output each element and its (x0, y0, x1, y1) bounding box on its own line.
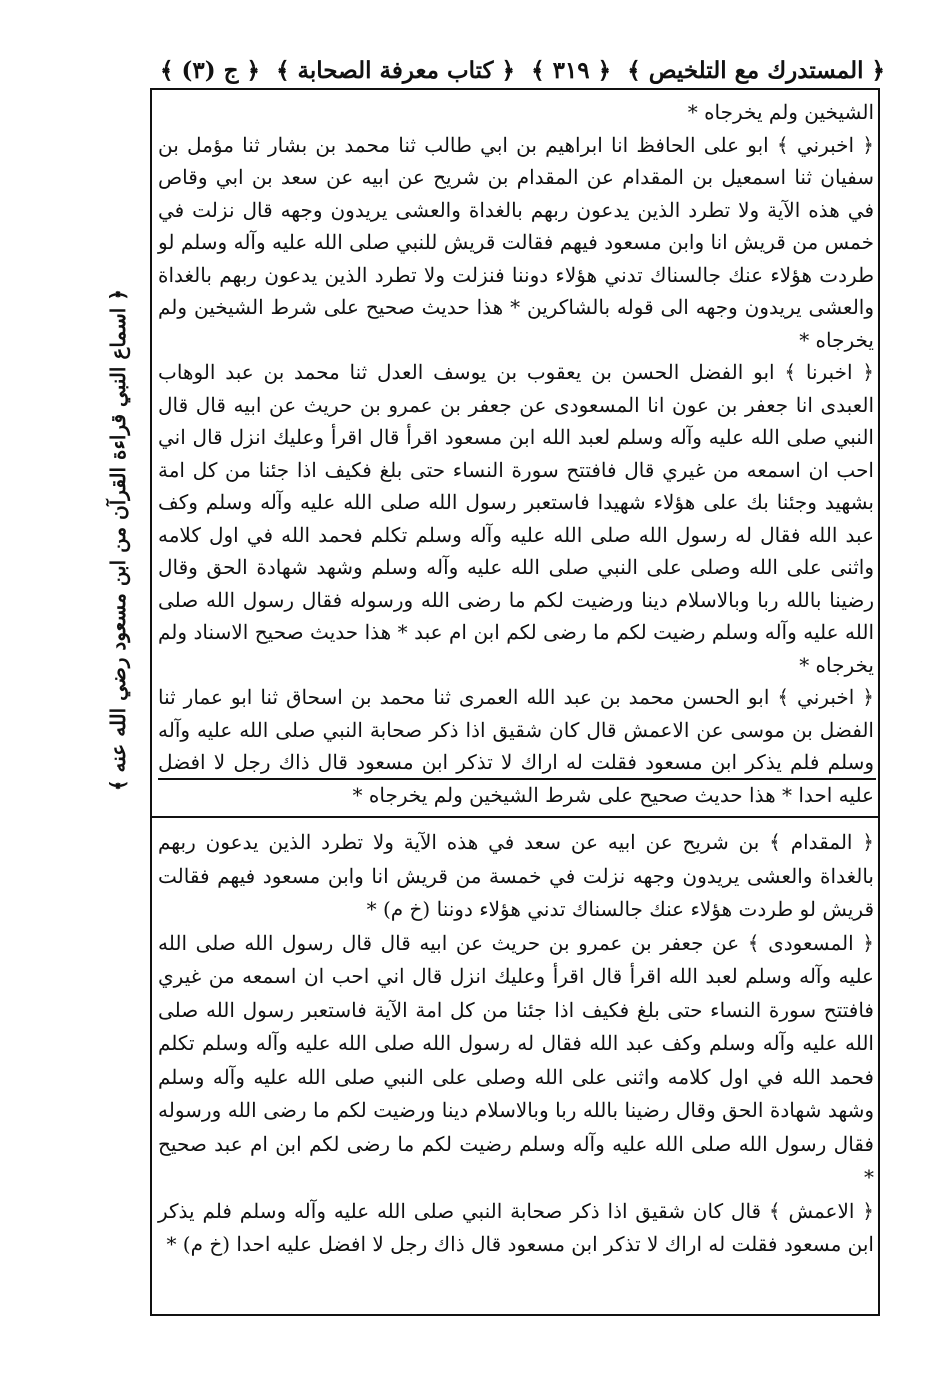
talkhis-text (158, 826, 874, 1262)
main-paragraph: ﴿ اخبرني ﴾ ابو على الحافظ انا ابراهيم بن ابي طالب ثنا محمد بن بشار ثنا مؤمل بن سفيان ثنا اسمعيل بن المقدام عن المقدام بن شريح عن ابيه عن سعد بن ابي وقاص في هذه الآية ولا تطرد الذين يدعون ربهم بالغداة والعشى يريدون وجهه قال نزلت في خمس من قريش انا وابن مسعود فيهم فقالت قريش للنبي صلى الله عليه وآله وسلم لو طردت هؤلاء عنك جالسناك تدني هؤلاء دوننا فنزلت ولا تطرد الذين يدعون ربهم بالغداة والعشى يريدون وجهه الى قوله بالشاكرين * هذا حديث صحيح على شرط الشيخين ولم يخرجاه * (158, 132, 874, 352)
page-number: ﴿ ٣١٩ ﴾ (531, 56, 612, 84)
chapter-title: ﴿ كتاب معرفة الصحابة ﴾ (276, 56, 515, 84)
main-text (158, 96, 874, 811)
summary-paragraph: ﴿ المقدام ﴾ بن شريح عن ابيه عن سعد في هذه الآية ولا تطرد الذين يدعون ربهم بالغداة والعشى يريدون وجهه نزلت في خمسة من قريش انا وابن مسعود فيهم فقالت قريش لو طردت هؤلاء عنك جالسناك تدني هؤلاء دوننا (خ م) * (158, 830, 874, 921)
main-paragraph: ﴿ اخبرنا ﴾ ابو الفضل الحسن بن يعقوب بن يوسف العدل ثنا محمد بن عبد الوهاب العبدى انا جعفر بن عون انا المسعودى عن جعفر بن عمرو بن حريث عن ابيه قال قال النبي صلى الله عليه وآله وسلم لعبد الله ابن مسعود اقرأ قال اقرأ وعليك انزل قال اني احب ان اسمعه من غيري قال فافتتح سورة النساء حتى بلغ فكيف اذا جئنا من كل امة بشهيد وجئنا بك على هؤلاء شهيدا فاستعبر رسول الله صلى الله عليه وآله وسلم وكف عبد الله فقال له رسول الله صلى الله عليه وآله وسلم تكلم فحمد الله في اول كلامه واثنى على الله وصلى على النبي صلى الله عليه وآله وسلم وشهد شهادة الحق وقال رضينا بالله ربا وبالاسلام دينا ورضيت لكم ما رضى الله ورسوله فقال رسول الله صلى الله عليه وآله وسلم رضيت لكم ما رضى لكم ابن ام عبد * هذا حديث صحيح الاسناد ولم يخرجاه * (158, 360, 874, 677)
underline-rule (158, 778, 876, 780)
margin-note-text: ﴿ اسماع النبي قراءة القرآن من ابن مسعود رضي الله عنه ﴾ (106, 288, 130, 792)
running-header (160, 52, 885, 88)
summary-paragraph: ﴿ المسعودى ﴾ عن جعفر بن عمرو بن حريث عن ابيه قال قال رسول الله صلى الله عليه وآله وسلم لعبد الله اقرأ قال اقرأ وعليك انزل قال اني احب ان اسمعه من غيري فافتتح سورة النساء حتى بلغ فكيف اذا جئنا من كل امة الآية فاستعبر رسول الله صلى الله عليه وآله وسلم وكف عبد الله فقال له رسول الله صلى الله عليه وآله وسلم تكلم فحمد الله في اول كلامه واثنى على الله وصلى على النبي صلى الله عليه وآله وسلم وشهد شهادة الحق وقال رضينا بالله ربا وبالاسلام دينا ورضيت لكم ما رضى الله ورسوله فقال رسول الله صلى الله عليه وآله وسلم رضيت لكم ما رضى لكم ابن ام عبد صحيح * (158, 930, 874, 1189)
margin-note (96, 288, 140, 792)
summary-paragraph: ﴿ الاعمش ﴾ قال كان شقيق اذا ذكر صحابة النبي صلى الله عليه وآله وسلم فلم يذكر ابن مسعود فقلت له اراك لا تذكر ابن مسعود قال ذاك رجل لا افضل عليه احدا (خ م) * (158, 1198, 874, 1256)
main-paragraph: الشيخين ولم يخرجاه * (687, 100, 874, 124)
book-title: ﴿ المستدرك مع التلخيص ﴾ (627, 56, 885, 84)
section-divider (150, 816, 880, 818)
main-paragraph: ﴿ اخبرني ﴾ ابو الحسن محمد بن عبد الله العمرى ثنا محمد بن اسحاق ثنا ابو عمار ثنا الفضل بن موسى عن الاعمش قال كان شقيق اذا ذكر صحابة النبي صلى الله عليه وآله وسلم فلم يذكر ابن مسعود فقلت له اراك لا تذكر ابن مسعود قال ذاك رجل لا افضل عليه احدا * هذا حديث صحيح على شرط الشيخين ولم يخرجاه * (158, 685, 874, 807)
volume-number: ﴿ ج (٣) ﴾ (160, 56, 260, 84)
